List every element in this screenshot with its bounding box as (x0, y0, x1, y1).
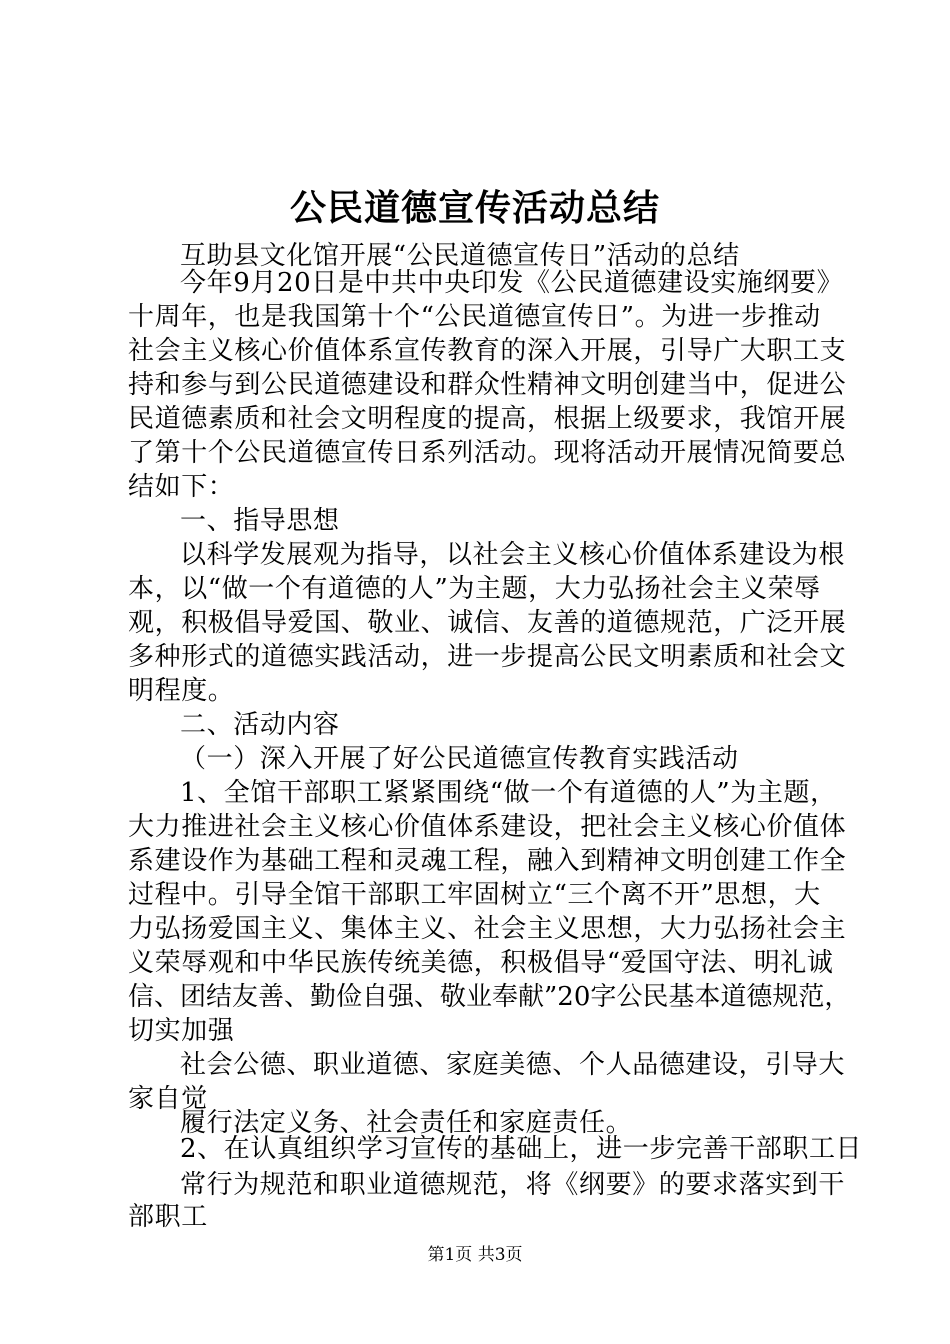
paragraph-line: 义荣辱观和中华民族传统美德，积极倡导“爱国守法、明礼诚 (128, 948, 834, 978)
paragraph-line: 本，以“做一个有道德的人”为主题，大力弘扬社会主义荣辱 (128, 574, 821, 604)
section-heading: 一、指导思想 (180, 506, 340, 536)
paragraph-line: 常行为规范和职业道德规范，将《纲要》的要求落实到干 (180, 1170, 846, 1200)
paragraph-line: 过程中。引导全馆干部职工牢固树立“三个离不开”思想，大 (128, 880, 821, 910)
paragraph-line: 信、团结友善、勤俭自强、敬业奉献”20字公民基本道德规范， (128, 982, 851, 1012)
paragraph-line: 明程度。 (128, 676, 235, 706)
paragraph-line: 2、在认真组织学习宣传的基础上，进一步完善干部职工日 (180, 1134, 863, 1164)
paragraph-line: 大力推进社会主义核心价值体系建设，把社会主义核心价值体 (128, 812, 847, 842)
paragraph-line: 家自觉 (128, 1084, 208, 1114)
page-number-footer: 第1页 共3页 (427, 1245, 523, 1265)
paragraph-line: 社会公德、职业道德、家庭美德、个人品德建设，引导大 (180, 1050, 846, 1080)
paragraph-line: 力弘扬爱国主义、集体主义、社会主义思想，大力弘扬社会主 (128, 914, 847, 944)
document-title: 公民道德宣传活动总结 (289, 187, 660, 229)
section-heading: 二、活动内容 (180, 710, 340, 740)
paragraph-line: 十周年，也是我国第十个“公民道德宣传日”。为进一步推动 (128, 302, 821, 332)
paragraph-line: 系建设作为基础工程和灵魂工程，融入到精神文明创建工作全 (128, 846, 847, 876)
paragraph-line: 多种形式的道德实践活动，进一步提高公民文明素质和社会文 (128, 642, 847, 672)
paragraph-line: 以科学发展观为指导，以社会主义核心价值体系建设为根 (180, 540, 846, 570)
paragraph-line: 今年9月20日是中共中央印发《公民道德建设实施纲要》 (180, 268, 844, 298)
paragraph-line: 民道德素质和社会文明程度的提高，根据上级要求，我馆开展 (128, 404, 847, 434)
subtitle-line: 互助县文化馆开展“公民道德宣传日”活动的总结 (180, 241, 740, 271)
paragraph-line: 履行法定义务、社会责任和家庭责任。 (180, 1108, 633, 1138)
paragraph-line: 了第十个公民道德宣传日系列活动。现将活动开展情况简要总 (128, 438, 847, 468)
paragraph-line: 结如下： (128, 472, 235, 502)
paragraph-line: 切实加强 (128, 1016, 235, 1046)
subsection-heading: （一）深入开展了好公民道德宣传教育实践活动 (180, 744, 739, 774)
paragraph-line: 部职工 (128, 1202, 208, 1232)
paragraph-line: 社会主义核心价值体系宣传教育的深入开展，引导广大职工支 (128, 336, 847, 366)
paragraph-line: 持和参与到公民道德建设和群众性精神文明创建当中，促进公 (128, 370, 847, 400)
paragraph-line: 1、全馆干部职工紧紧围绕“做一个有道德的人”为主题， (180, 778, 837, 808)
paragraph-line: 观，积极倡导爱国、敬业、诚信、友善的道德规范，广泛开展 (128, 608, 847, 638)
